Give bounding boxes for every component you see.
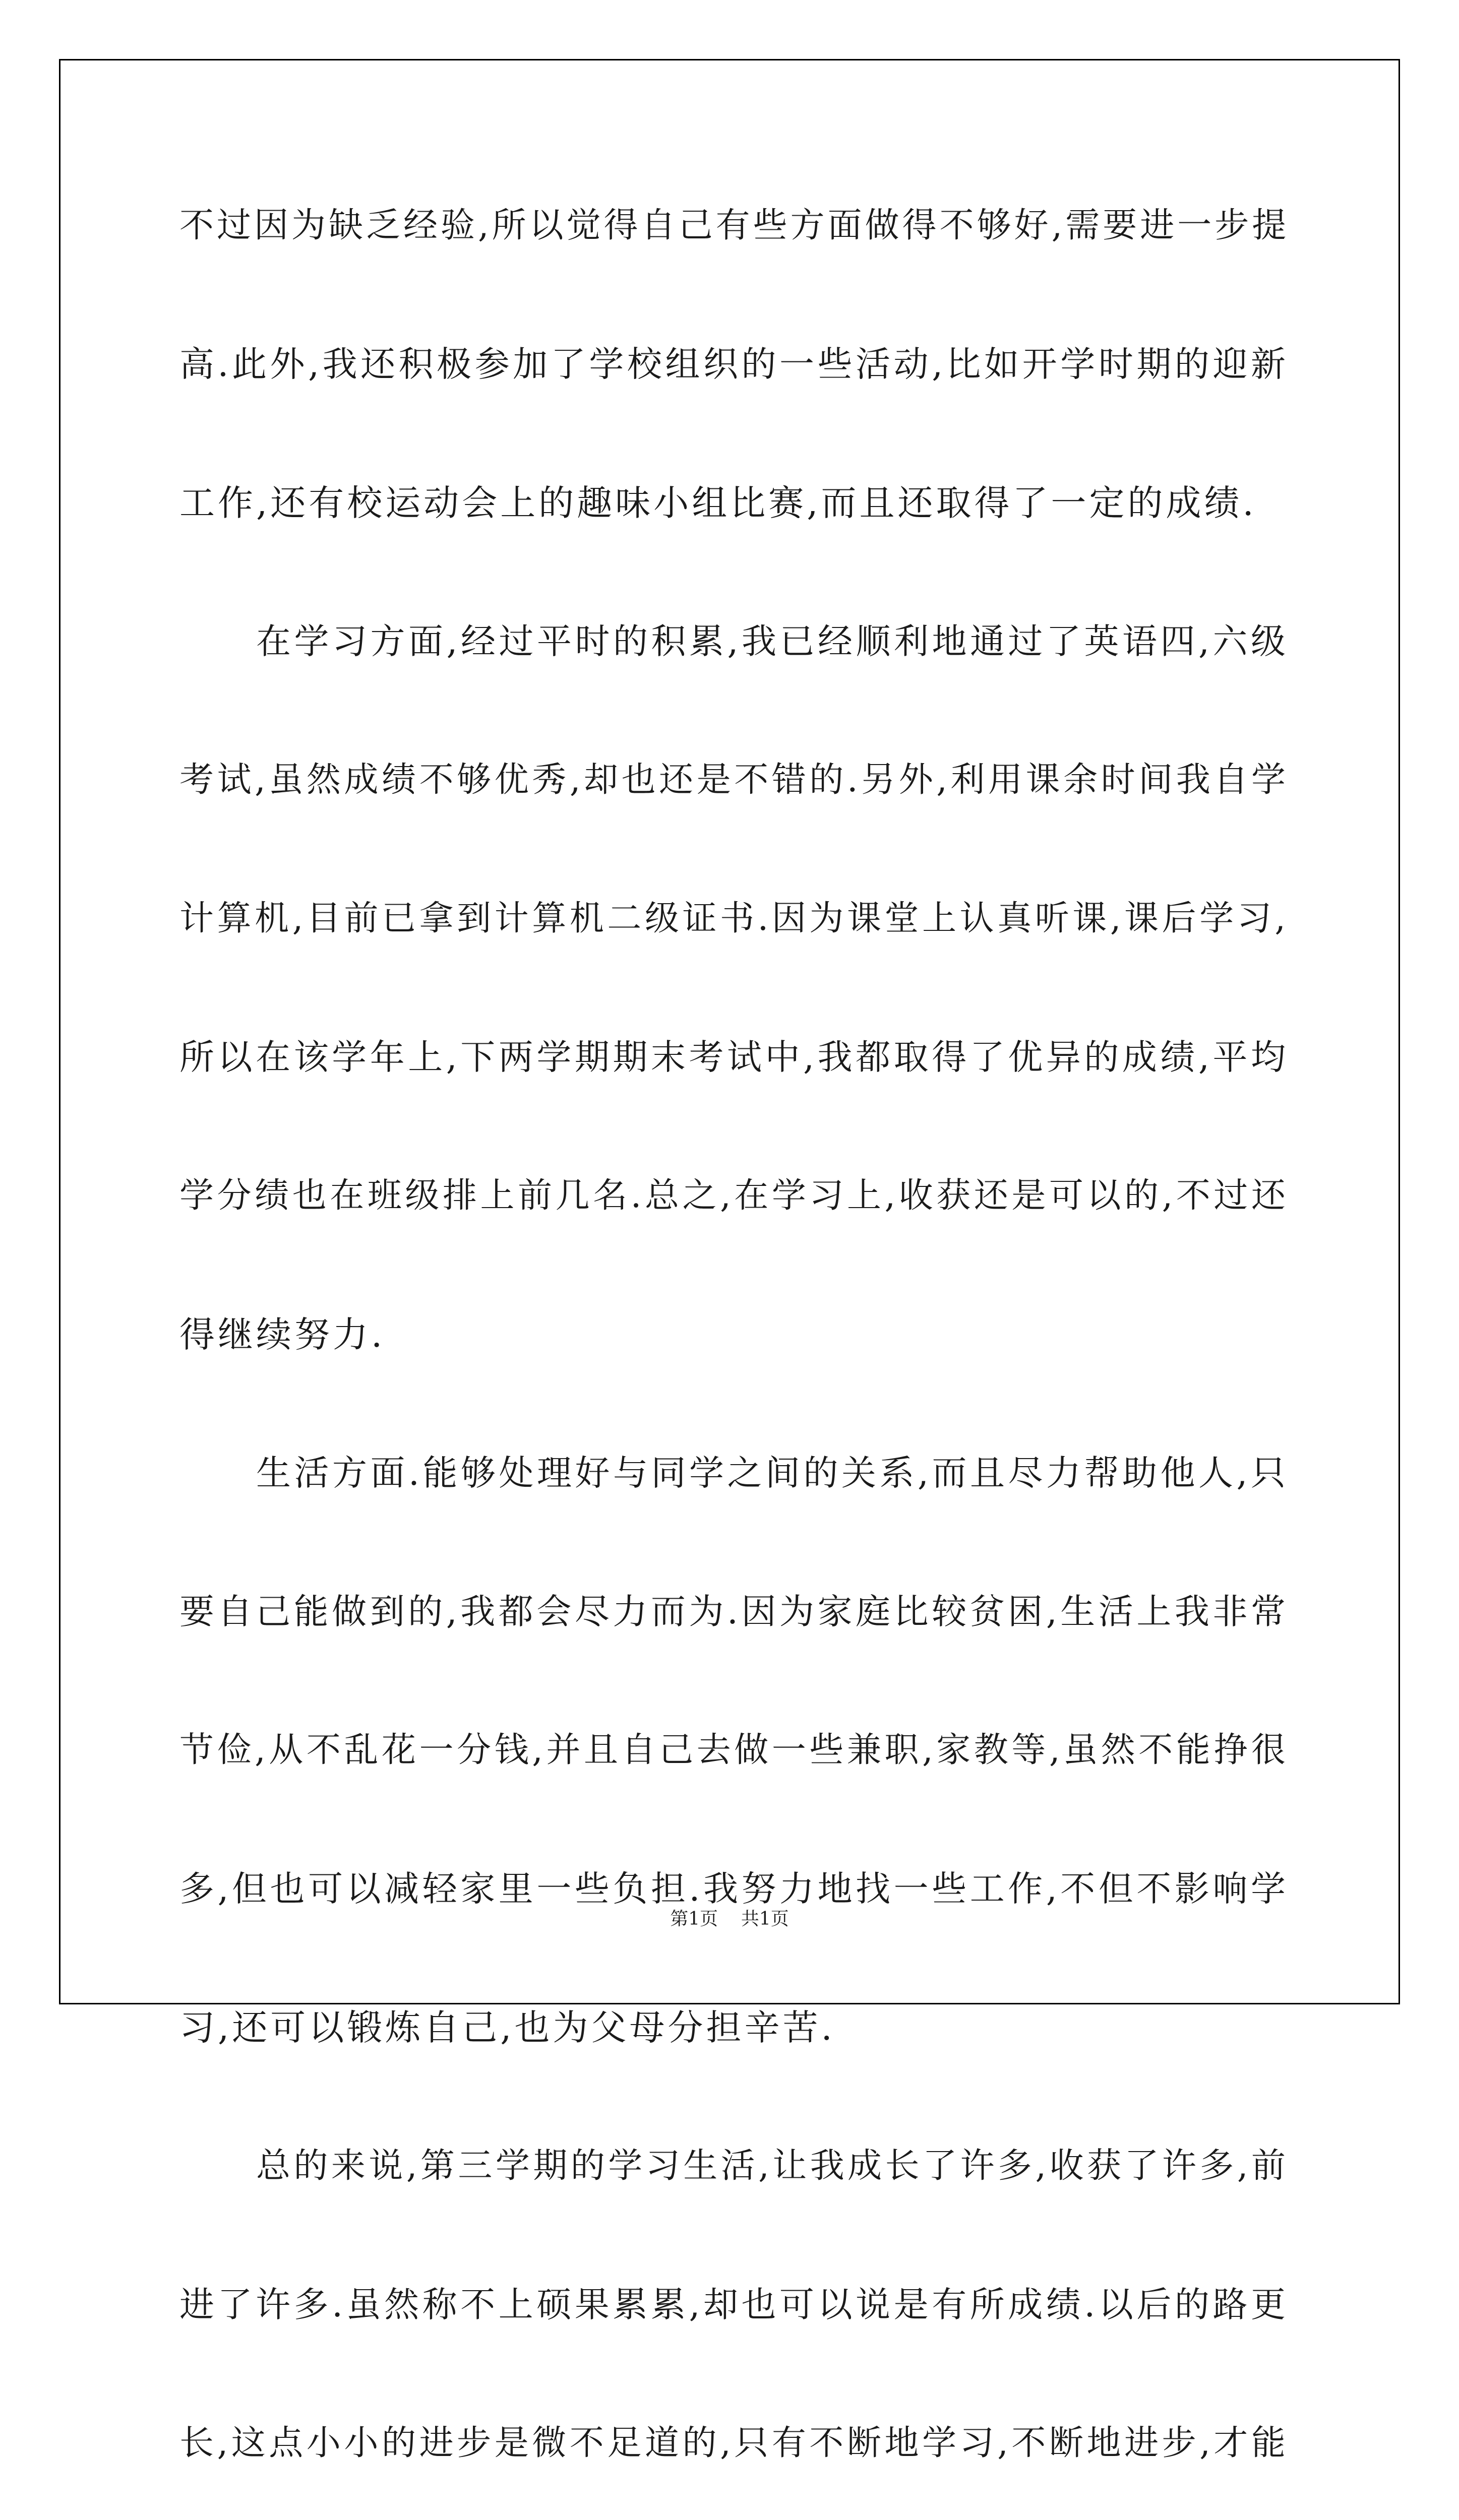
text-line: 习,还可以锻炼自己,也为父母分担辛苦. <box>179 2007 835 2048</box>
text-line: 高.此外,我还积极参加了学校组织的一些活动,比如开学时期的迎新 <box>179 344 1289 385</box>
text-line: 计算机,目前已拿到计算机二级证书.因为课堂上认真听课,课后学习, <box>179 899 1289 938</box>
text-line: 进了许多.虽然称不上硕果累累,却也可以说是有所成绩.以后的路更 <box>179 2285 1289 2325</box>
text-line: 考试,虽然成绩不够优秀,却也还是不错的.另外,利用课余时间我自学 <box>179 760 1289 800</box>
paragraph-4 <box>179 2132 1289 2520</box>
paragraph-1 <box>179 192 1289 607</box>
page-total: 共1页 <box>741 1909 789 1929</box>
paragraph-3 <box>179 1439 1289 2132</box>
text-line: 多,但也可以减轻家里一些负担.我努力地找一些工作,不但不影响学 <box>179 1869 1289 1909</box>
text-line: 工作,还有校运动会上的趣味小组比赛,而且还取得了一定的成绩. <box>179 482 1257 524</box>
text-line: 所以在该学年上,下两学期期末考试中,我都取得了优异的成绩,平均 <box>179 1037 1289 1078</box>
text-line: 得继续努力. <box>179 1314 386 1355</box>
text-line: 生活方面.能够处理好与同学之间的关系,而且尽力帮助他人,只 <box>256 1453 1289 1493</box>
text-line: 学分绩也在班级排上前几名.总之,在学习上,收获还是可以的,不过还 <box>179 1176 1289 1216</box>
document-body <box>179 192 1289 2520</box>
text-line: 要自己能做到的,我都会尽力而为.因为家庭比较贫困,生活上我非常 <box>179 1592 1289 1632</box>
text-line: 总的来说,第三学期的学习生活,让我成长了许多,收获了许多,前 <box>256 2146 1289 2186</box>
page-number: 第1页 <box>670 1909 718 1929</box>
paragraph-2 <box>179 607 1289 1439</box>
text-line: 节俭,从不乱花一分钱,并且自己去做一些兼职,家教等,虽然不能挣很 <box>179 1730 1289 1770</box>
footer-spacer <box>718 1909 741 1929</box>
text-line: 长,这点小小的进步是微不足道的,只有不断地学习,不断地进步,才能 <box>179 2423 1289 2463</box>
page-footer <box>0 1909 1459 1929</box>
text-line: 不过因为缺乏经验,所以觉得自己有些方面做得不够好,需要进一步提 <box>179 206 1290 245</box>
text-line: 在学习方面,经过平时的积累,我已经顺利地通过了英语四,六级 <box>256 621 1289 662</box>
